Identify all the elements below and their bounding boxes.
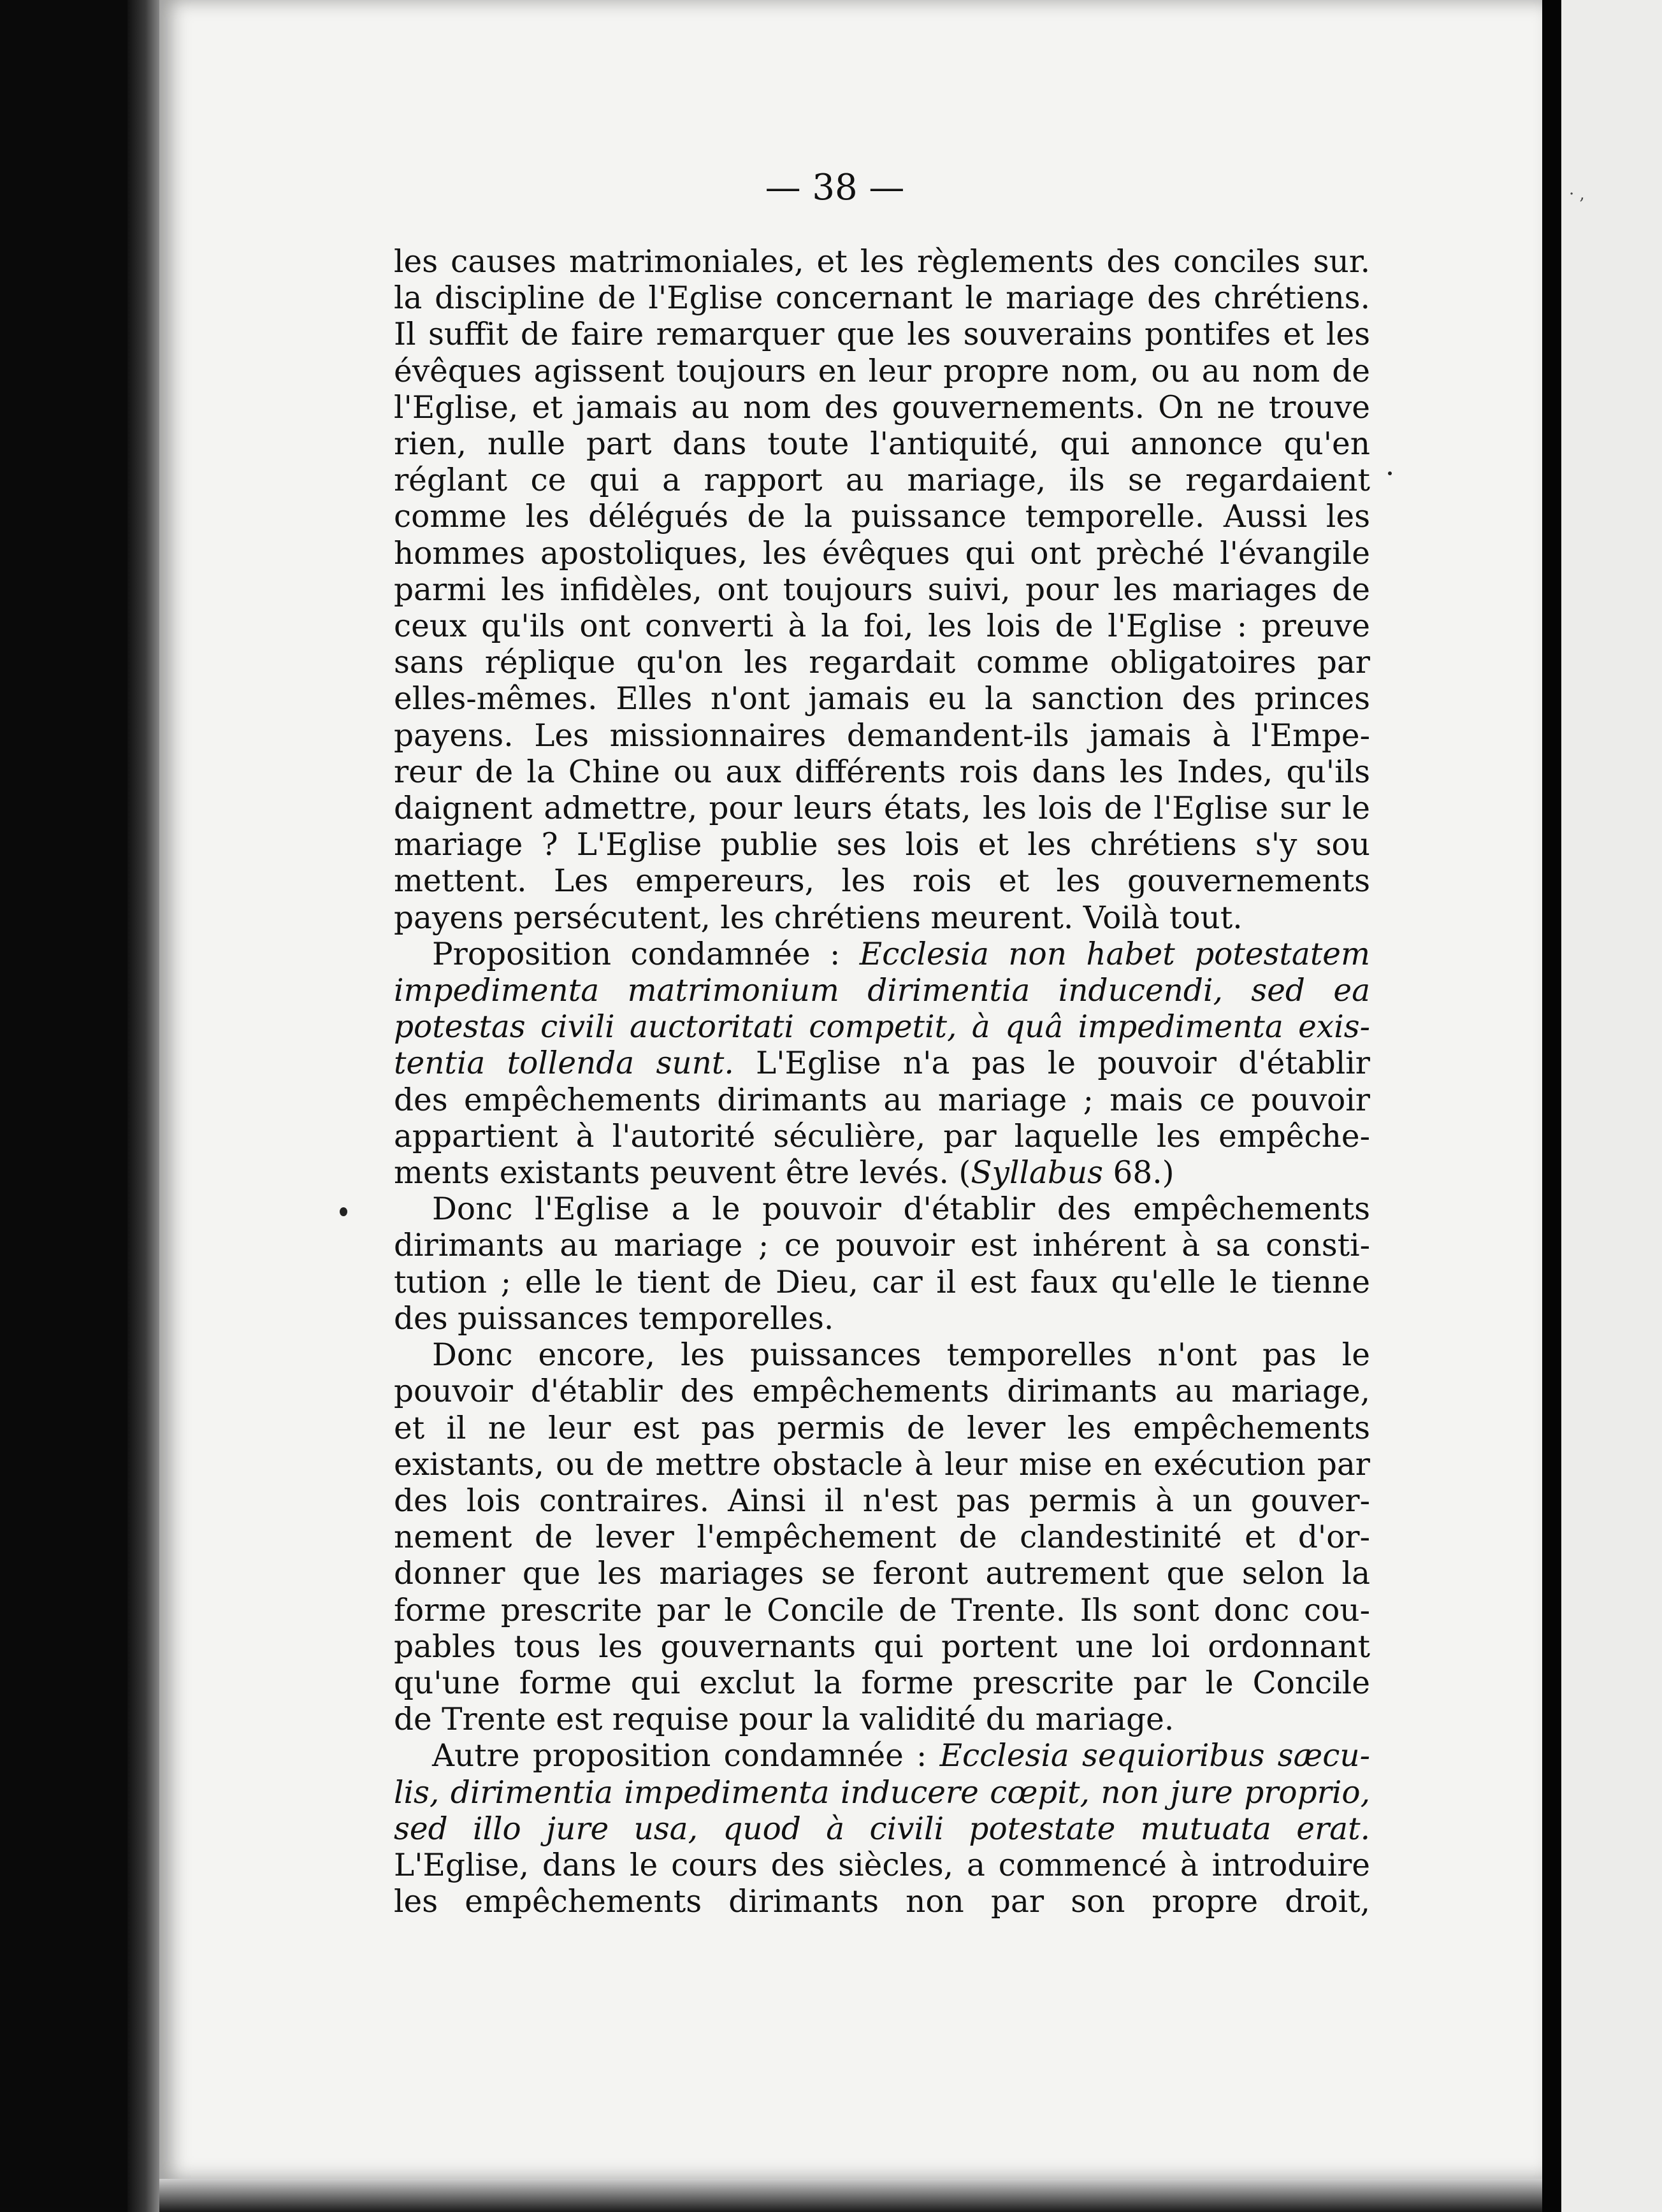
text-run: tution ; elle le tient de Dieu, car il est faux qu'elle le tienne [394,1264,1370,1300]
text-line [394,1374,1370,1410]
adjacent-page-marks: · , [1569,185,1585,204]
text-run: mettent. Les empereurs, les rois et les gouvernements [394,863,1370,900]
text-line [394,1811,1370,1848]
text-line [394,317,1370,353]
text-run: l'Eglise, et jamais au nom des gouvernements. On ne trouve [394,389,1370,426]
text-line [394,1884,1370,1920]
text-run: daignent admettre, pour leurs états, les lois de l'Eglise sur le [394,791,1370,827]
margin-speck [1388,471,1392,475]
text-run: de Trente est requise pour la validité du mariage. [394,1702,1174,1738]
text-run: pables tous les gouvernants qui portent une loi ordonnant [394,1628,1370,1665]
text-line [394,1082,1370,1119]
text-line [394,280,1370,317]
text-line [394,1556,1370,1592]
text-line [394,791,1370,827]
text-run: L'Eglise n'a pas le pouvoir d'établir [733,1045,1370,1082]
text-run: dirimants au mariage ; ce pouvoir est inhérent à sa consti- [394,1228,1370,1264]
text-run: mariage ? L'Eglise publie ses lois et les chrétiens s'y sou [394,827,1370,863]
text-line [394,1447,1370,1483]
page-divider [1542,0,1561,2212]
body-text [394,244,1370,1920]
text-line [394,1265,1370,1301]
text-run: nement de lever l'empêchement de clandestinité et d'or- [394,1519,1370,1556]
text-run: les empêchements dirimants non par son propre droit, [394,1884,1370,1920]
italic-latin-text: tentia tollenda sunt. [394,1045,734,1082]
text-line [394,1848,1370,1884]
text-run: sans réplique qu'on les regardait comme obligatoires par [394,645,1370,681]
text-line [394,1337,1370,1374]
text-run: payens persécutent, les chrétiens meurent. Voilà tout. [394,900,1243,936]
text-run: réglant ce qui a rapport au mariage, ils se regardaient [394,463,1370,499]
text-run: des empêchements dirimants au mariage ; mais ce pouvoir [394,1082,1370,1118]
text-run: L'Eglise, dans le cours des siècles, a commencé à introduire [394,1847,1370,1883]
text-line [394,463,1370,499]
text-line [394,1738,1370,1774]
text-run: évêques agissent toujours en leur propre nom, ou au nom de [394,353,1370,389]
text-line [394,937,1370,973]
text-line [394,354,1370,390]
text-run: pouvoir d'établir des empêchements dirimants au mariage, [394,1374,1370,1410]
text-run: ceux qu'ils ont converti à la foi, les lois de l'Eglise : preuve [394,608,1370,645]
text-line [394,1665,1370,1702]
text-line [394,1593,1370,1629]
text-line [394,1411,1370,1447]
text-line [394,900,1370,937]
text-run: ments existants peuvent être levés. ( [394,1155,971,1191]
text-line [394,572,1370,608]
text-run: la discipline de l'Eglise concernant le mariage des chrétiens. [394,280,1370,317]
text-run: et il ne leur est pas permis de lever les empêchements [394,1410,1370,1446]
text-run: qu'une forme qui exclut la forme prescrite par le Concile [394,1665,1370,1701]
adjacent-page-edge [1561,0,1662,2212]
text-line [394,681,1370,717]
text-run: 68.) [1103,1155,1174,1191]
text-run: lis, dirimentia impedimenta inducere cœpit, non jure proprio, [394,1774,1370,1811]
text-line [394,1119,1370,1155]
text-line [394,863,1370,900]
text-run: forme prescrite par le Concile de Trente. Ils sont donc cou- [394,1592,1370,1628]
page-bottom-edge [159,2179,1542,2212]
text-run: Donc l'Eglise a le pouvoir d'établir des empêchements [432,1191,1370,1228]
text-line [394,1155,1370,1191]
text-run: payens. Les missionnaires demandent-ils jamais à l'Empe- [394,717,1370,754]
italic-latin-text: Ecclesia non habet potestatem [840,936,1370,972]
text-run: Donc encore, les puissances temporelles n'ont pas le [432,1337,1370,1374]
margin-speck [340,1207,347,1216]
text-run: Autre proposition condamnée : [432,1738,927,1774]
text-line [394,645,1370,681]
text-line [394,536,1370,572]
text-line [394,1483,1370,1519]
text-line [394,608,1370,645]
text-line [394,244,1370,280]
text-line [394,1009,1370,1045]
text-line [394,973,1370,1009]
italic-latin-text: Syllabus [971,1155,1104,1191]
text-run: sed illo jure usa, quod à civili potestate mutuata erat. [394,1811,1370,1847]
text-run: appartient à l'autorité séculière, par laquelle les empêche- [394,1118,1370,1154]
text-line [394,1228,1370,1264]
text-run: parmi les infidèles, ont toujours suivi, pour les mariages de [394,571,1370,608]
text-run: donner que les mariages se feront autrement que selon la [394,1556,1370,1592]
text-line [394,390,1370,426]
text-line [394,1301,1370,1337]
text-line [394,1045,1370,1082]
text-run: existants, ou de mettre obstacle à leur mise en exécution par [394,1446,1370,1483]
text-line [394,827,1370,863]
text-run: rien, nulle part dans toute l'antiquité, qui annonce qu'en [394,426,1370,463]
text-line [394,1702,1370,1738]
text-line [394,499,1370,535]
page-number: — 38 — [765,167,905,208]
text-run: impedimenta matrimonium dirimentia inducendi, sed ea [394,973,1370,1009]
text-run: hommes apostoliques, les évêques qui ont prèché l'évangile [394,535,1370,571]
text-run: potestas civili auctoritati competit, à quâ impedimenta exis- [394,1009,1370,1045]
text-run: Il suffit de faire remarquer que les souverains pontifes et les [394,317,1370,353]
text-line [394,1629,1370,1665]
text-line [394,754,1370,791]
text-run: comme les délégués de la puissance temporelle. Aussi les [394,499,1370,535]
italic-latin-text: Ecclesia sequioribus sæcu- [927,1738,1370,1774]
text-run: Proposition condamnée : [432,936,841,972]
text-run: des puissances temporelles. [394,1300,834,1337]
text-run: reur de la Chine ou aux différents rois dans les Indes, qu'ils [394,754,1370,790]
text-line [394,1775,1370,1811]
text-line [394,1191,1370,1228]
text-line [394,1519,1370,1556]
text-line [394,718,1370,754]
text-line [394,426,1370,463]
text-run: elles-mêmes. Elles n'ont jamais eu la sanction des princes [394,681,1370,717]
text-run: les causes matrimoniales, et les règlements des conciles sur. [394,244,1370,280]
text-run: des lois contraires. Ainsi il n'est pas permis à un gouver- [394,1483,1370,1519]
